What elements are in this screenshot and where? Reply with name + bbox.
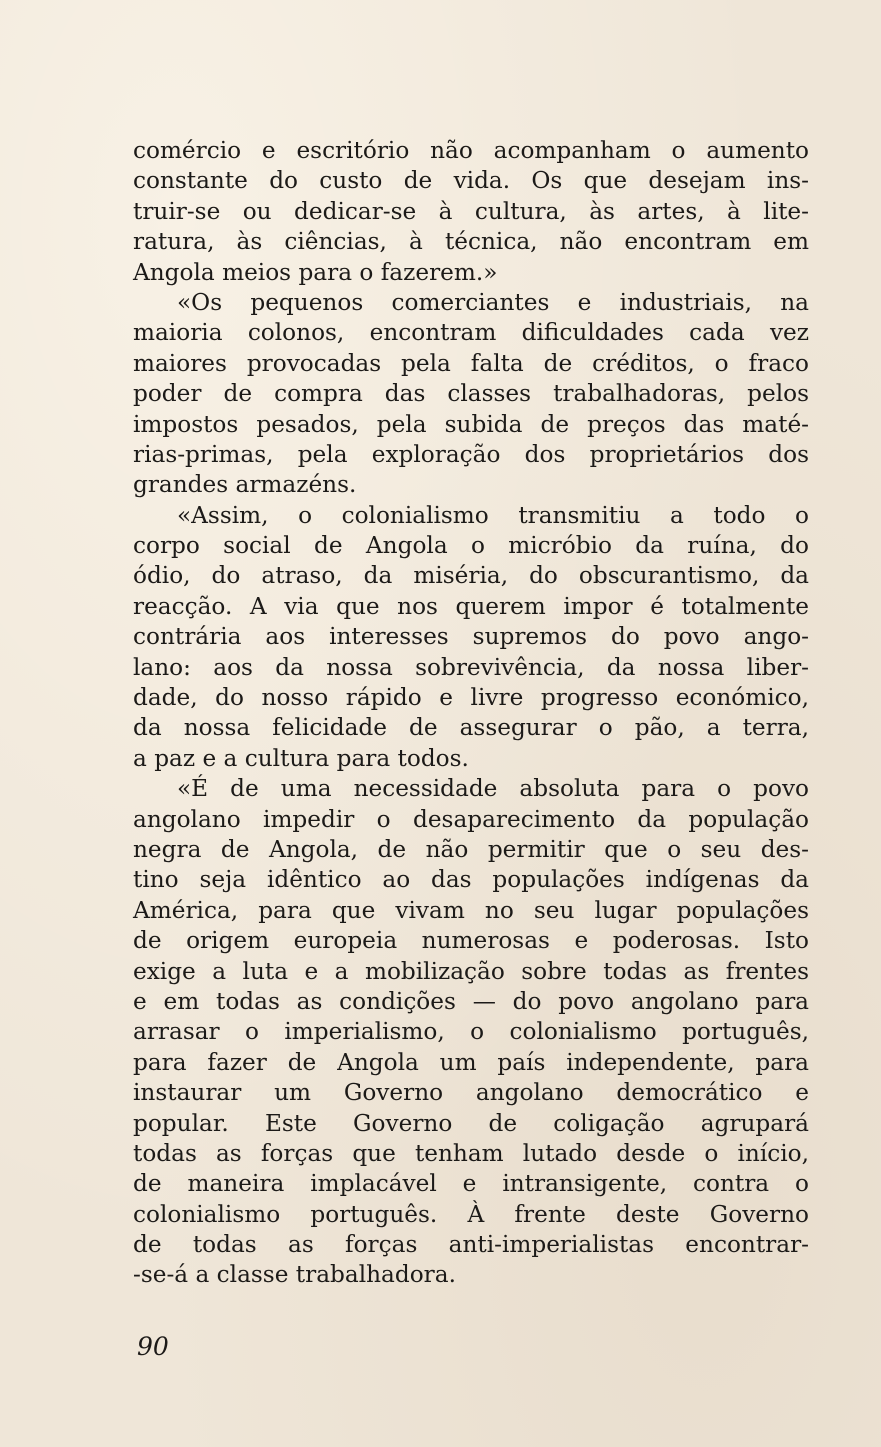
text-line: instaurar um Governo angolano democrático e (133, 1079, 809, 1107)
text-line: ódio, do atraso, da miséria, do obscurantismo, da (133, 562, 809, 590)
text-line: rias-primas, pela exploração dos proprietários dos (133, 440, 809, 468)
text-line: «Os pequenos comerciantes e industriais, na (177, 288, 809, 316)
text-line: todas as forças que tenham lutado desde o início, (133, 1139, 809, 1167)
text-line: constante do custo de vida. Os que desejam ins- (133, 167, 809, 195)
text-line: e em todas as condições — do povo angolano para (133, 987, 809, 1015)
text-line: dade, do nosso rápido e livre progresso económico, (133, 684, 809, 712)
text-line: arrasar o imperialismo, o colonialismo português, (133, 1018, 809, 1046)
text-line: poder de compra das classes trabalhadoras, pelos (133, 380, 809, 408)
text-line: de maneira implacável e intransigente, contra o (133, 1170, 809, 1198)
text-line: reacção. A via que nos querem impor é totalmente (133, 592, 809, 620)
text-line: impostos pesados, pela subida de preços das maté- (133, 410, 809, 438)
text-line: angolano impedir o desaparecimento da população (133, 805, 809, 833)
text-line: «É de uma necessidade absoluta para o povo (177, 775, 809, 803)
text-line: para fazer de Angola um país independente, para (133, 1048, 809, 1076)
text-line: América, para que vivam no seu lugar populações (133, 896, 809, 924)
text-line: comércio e escritório não acompanham o aumento (133, 137, 809, 164)
text-line: colonialismo português. À frente deste Governo (133, 1200, 809, 1228)
text-line: -se-á a classe trabalhadora. (133, 1261, 456, 1289)
text-line: truir-se ou dedicar-se à cultura, às artes, à lite- (133, 197, 809, 225)
text-line: da nossa felicidade de assegurar o pão, a terra, (133, 714, 809, 742)
text-line: «Assim, o colonialismo transmitiu a todo o (177, 501, 809, 529)
text-line: de todas as forças anti-imperialistas encontrar- (133, 1231, 809, 1259)
body-text (133, 136, 809, 1291)
page-number: 90 (137, 1332, 169, 1361)
text-line: grandes armazéns. (133, 471, 357, 499)
text-line: corpo social de Angola o micróbio da ruína, do (133, 532, 809, 560)
text-line: contrária aos interesses supremos do povo ango- (133, 623, 809, 651)
text-line: lano: aos da nossa sobrevivência, da nossa liber- (133, 653, 809, 681)
text-line: popular. Este Governo de coligação agrupará (133, 1109, 809, 1137)
text-line: ratura, às ciências, à técnica, não encontram em (133, 228, 809, 256)
text-line: Angola meios para o fazerem.» (133, 258, 498, 286)
text-line: maioria colonos, encontram dificuldades cada vez (133, 319, 809, 347)
text-line: exige a luta e a mobilização sobre todas as frentes (133, 957, 809, 985)
text-line: de origem europeia numerosas e poderosas. Isto (133, 927, 809, 955)
text-line: tino seja idêntico ao das populações indígenas da (133, 866, 809, 894)
text-line: maiores provocadas pela falta de créditos, o fraco (133, 349, 809, 377)
text-line: negra de Angola, de não permitir que o seu des- (133, 835, 809, 863)
text-line: a paz e a cultura para todos. (133, 744, 469, 772)
